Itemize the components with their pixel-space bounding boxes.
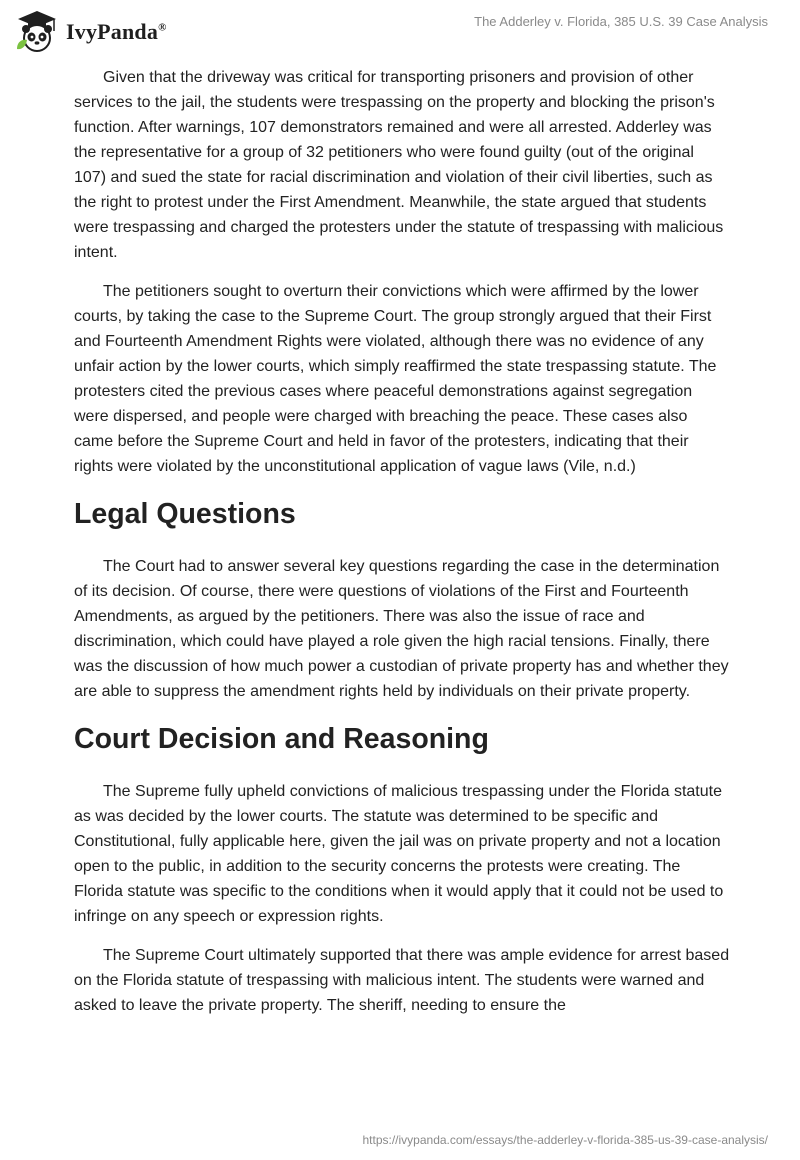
brand-name: IvyPanda®	[66, 19, 167, 44]
body-paragraph: Given that the driveway was critical for transporting prisoners and provision of other services to the jail, the students were trespassing on the property and blocking the prison's function. After warnings, 107 demonstrators remained and were all arrested. Adderley was the representative for a group of 32 petitioners who were found guilty (out of the original 107) and sued the state for racial discrimination and violation of their civil liberties, such as the right to protest under the First Amendment. Meanwhile, the state argued that students were trespassing and charged the protesters under the statute of trespassing with malicious intent.	[74, 69, 724, 261]
source-url-link[interactable]: https://ivypanda.com/essays/the-adderley-v-florida-385-us-39-case-analysis/	[362, 1133, 768, 1147]
body-paragraph: The petitioners sought to overturn their convictions which were affirmed by the lower courts, by taking the case to the Supreme Court. The group strongly argued that their First and Fourteenth Amendment Rights were violated, although there was no evidence of any unfair action by the lower courts, which simply reaffirmed the state trespassing statute. The protesters cited the previous cases where peaceful demonstrations against segregation were dispersed, and people were charged with breaching the peace. These cases also came before the Supreme Court and held in favor of the protesters, indicating that their rights were violated by the unconstitutional application of vague laws (Vile, n.d.)	[74, 283, 717, 475]
page-header	[0, 0, 800, 70]
document-title: The Adderley v. Florida, 385 U.S. 39 Case Analysis	[474, 14, 768, 29]
essay-content	[74, 65, 730, 1032]
section-heading-legal-questions: Legal Questions	[74, 498, 296, 530]
body-paragraph: The Supreme Court ultimately supported that there was ample evidence for arrest based on the Florida statute of trespassing with malicious intent. The students were warned and asked to leave the private property. The sheriff, needing to ensure the	[74, 947, 730, 1014]
body-paragraph: The Supreme fully upheld convictions of malicious trespassing under the Florida statute as was decided by the lower courts. The statute was determined to be specific and Constitutional, fully applicable here, given the jail was on private property and not a location open to the public, in addition to the security concerns the protests were creating. The Florida statute was specific to the conditions when it would apply that it could not be used to infringe on any speech or expression rights.	[74, 783, 724, 925]
ivypanda-logo[interactable]	[14, 9, 167, 55]
section-heading-court-decision: Court Decision and Reasoning	[74, 723, 489, 755]
panda-graduate-icon	[14, 9, 60, 55]
body-paragraph: The Court had to answer several key questions regarding the case in the determination of its decision. Of course, there were questions of violations of the First and Fourteenth Amendments, as argued by the petitioners. There was also the issue of race and discrimination, which could have played a role given the high racial tensions. Finally, there was the discussion of how much power a custodian of private property has and whether they are able to suppress the amendment rights held by individuals on their private property.	[74, 558, 729, 700]
